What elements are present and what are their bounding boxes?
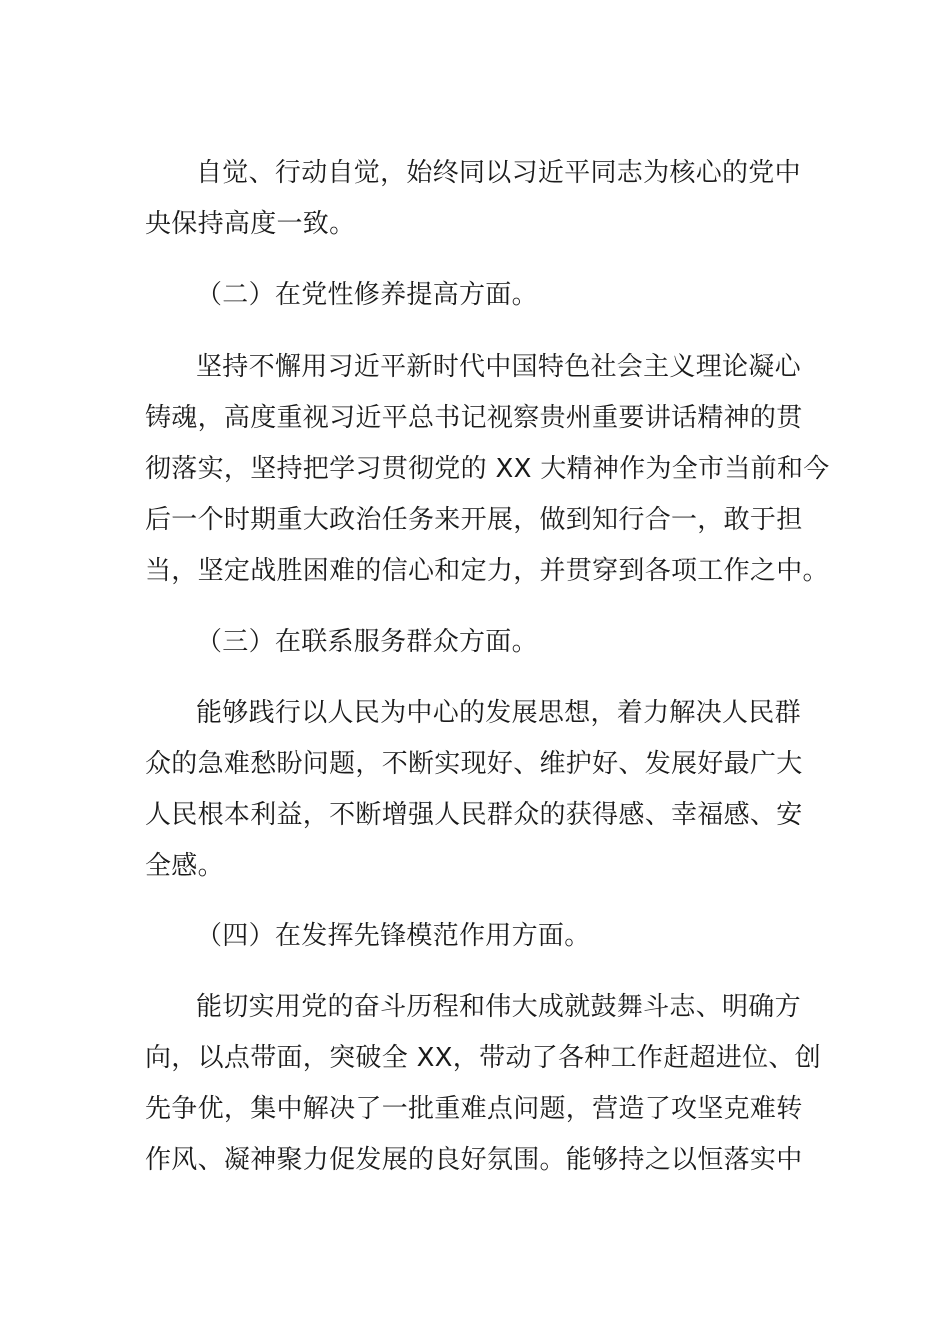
paragraph-line: 人民根本利益，不断增强人民群众的获得感、幸福感、安 <box>145 800 803 830</box>
paragraph-line: 铸魂，高度重视习近平总书记视察贵州重要讲话精神的贯 <box>145 403 803 433</box>
paragraph-line: 全感。 <box>145 851 224 881</box>
section-heading: （二）在党性修养提高方面。 <box>196 280 538 310</box>
paragraph-line: 能够践行以人民为中心的发展思想，着力解决人民群 <box>196 698 801 728</box>
paragraph-line: 先争优，集中解决了一批重难点问题，营造了攻坚克难转 <box>145 1094 803 1124</box>
paragraph-line: 后一个时期重大政治任务来开展，做到知行合一，敢于担 <box>145 505 803 535</box>
paragraph-line: 向，以点带面，突破全 XX，带动了各种工作赶超进位、创 <box>145 1043 821 1073</box>
paragraph-line: 彻落实，坚持把学习贯彻党的 XX 大精神作为全市当前和今 <box>145 454 830 484</box>
section-heading: （三）在联系服务群众方面。 <box>196 627 538 657</box>
section-heading: （四）在发挥先锋模范作用方面。 <box>196 921 591 951</box>
paragraph-line: 能切实用党的奋斗历程和伟大成就鼓舞斗志、明确方 <box>196 992 801 1022</box>
paragraph-line: 自觉、行动自觉，始终同以习近平同志为核心的党中 <box>196 158 801 188</box>
paragraph-line: 作风、凝神聚力促发展的良好氛围。能够持之以恒落实中 <box>145 1145 803 1175</box>
paragraph-line: 众的急难愁盼问题，不断实现好、维护好、发展好最广大 <box>145 749 803 779</box>
paragraph-line: 坚持不懈用习近平新时代中国特色社会主义理论凝心 <box>196 352 801 382</box>
paragraph-line: 央保持高度一致。 <box>145 209 356 239</box>
paragraph-line: 当，坚定战胜困难的信心和定力，并贯穿到各项工作之中。 <box>145 556 829 586</box>
